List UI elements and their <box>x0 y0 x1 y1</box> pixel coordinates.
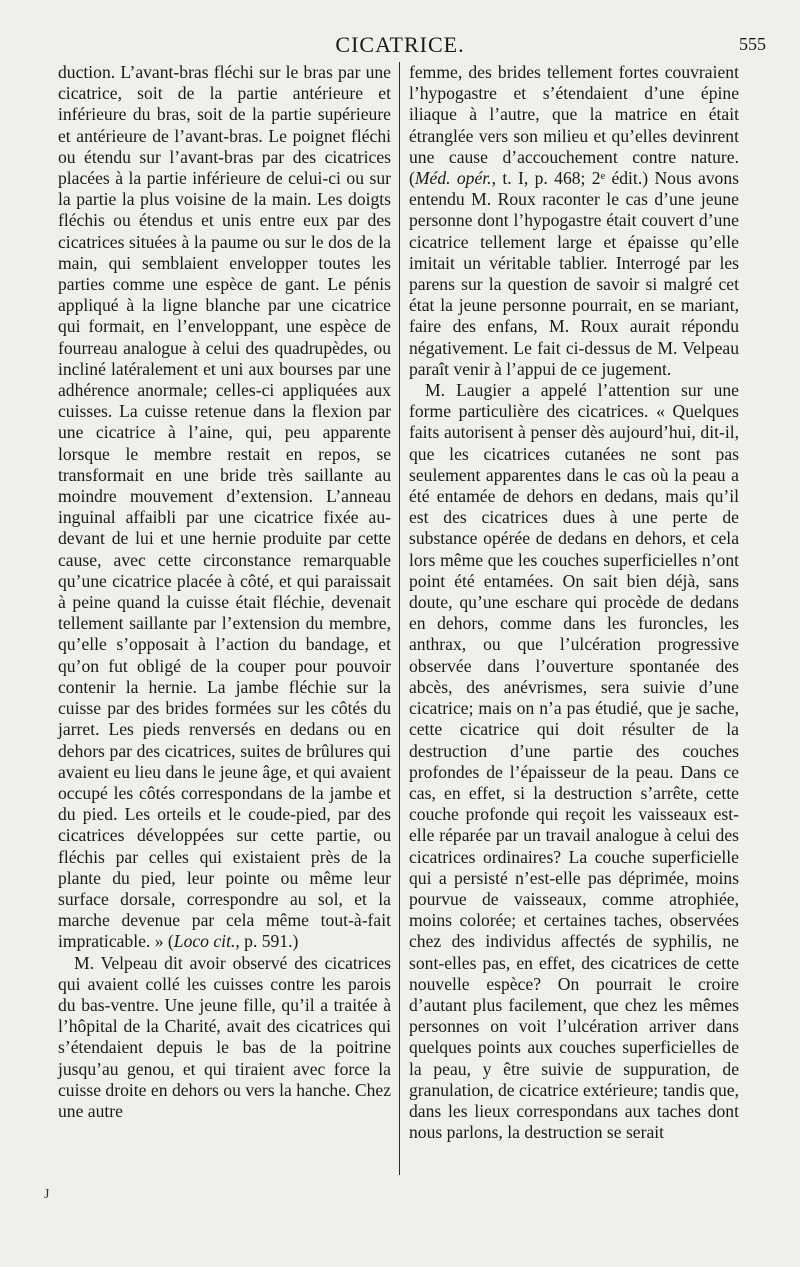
paragraph: M. Velpeau dit avoir observé des cicatrices qui avaient collé les cuisses contre les parois du bas-ventre. Une jeune fille, qu’il a traitée à l’hôpital de la Charité, avait des cicatrices qui s’étendaient depuis le bas de la poitrine jusqu’au genou, et qui tiraient avec force la cuisse droite en dehors ou vers la hanche. Chez une autre <box>58 952 391 1121</box>
paragraph-text: femme, des brides tellement fortes couvraient l’hypogastre et s’étendaient d’une épine iliaque à l’autre, que la matrice en était étranglée vers son milieu et qu’elles devinrent une cause d’accouchement contre nature. ( <box>409 62 739 189</box>
printer-mark: J <box>44 1187 50 1202</box>
paragraph <box>58 62 391 953</box>
running-head <box>0 32 800 58</box>
page-number: 555 <box>739 34 766 54</box>
column-divider <box>399 62 400 1175</box>
right-column <box>409 62 739 1143</box>
citation-page: , p. 591.) <box>235 931 299 952</box>
citation: Méd. opér. <box>414 168 492 189</box>
paragraph <box>409 62 739 380</box>
paragraph-text: duction. L’avant-bras fléchi sur le bras par une cicatrice, soit de la partie antérieure et inférieure du bras, soit de la partie supérieure et antérieure de l’avant-bras. Le poignet fléchi ou étendu sur l’avant-bras par des cicatrices placées à la partie inférieure de celui-ci ou sur la partie la plus voisine de la main. Les doigts fléchis ou étendus et unis entre eux par des cicatrices situées à la paume ou sur le dos de la main, qui semblaient envelopper toutes les parties comme une espèce de gant. Le pénis appliqué à la ligne blanche par une cicatrice qui formait, en l’enveloppant, une espèce de fourreau analogue à celui des quadrupèdes, ou incliné latéralement et uni aux bourses par une adhérence anormale; celles-ci appliquées aux cuisses. La cuisse retenue dans la flexion par une cicatrice à l’aine, qui, peu apparente lorsque le membre restait en repos, se transformait en une bride très saillante au moindre mouvement d’extension. L’anneau inguinal affaibli par une cicatrice fixée au-devant de lui et une hernie produite par cette cause, avec cette circonstance remarquable qu’une cicatrice placée à côté, et qui paraissait à peine quand la cuisse était fléchie, devenait tellement saillante par l’extension du membre, qu’elle s’opposait à l’action du bandage, et qu’on fut obligé de la couper pour pouvoir contenir la hernie. La jambe fléchie sur la cuisse par des brides formées sur les côtés du jarret. Les pieds renversés en dedans ou en dehors par des cicatrices, suites de brûlures qui avaient eu lieu dans le jeune âge, et qui avaient occupé les côtés correspondans de la jambe et du pied. Les orteils et le coude-pied, par des cicatrices développées sur cette partie, ou fléchis par celles qui existaient près de la plante du pied, leur pointe ou même leur surface dorsale, correspondre au sol, et la marche devenue par cela même tout-à-fait impraticable. » ( <box>58 62 391 952</box>
paragraph: M. Laugier a appelé l’attention sur une forme particulière des cicatrices. « Quelques faits autorisent à penser dès aujourd’hui, dit-il, que les cicatrices cutanées ne sont pas seulement apparentes dans le cas où la peau a été entamée de dehors en dedans, mais qu’il est des cicatrices dues à une perte de substance opérée de dedans en dehors, et cela lors même que les couches superficielles n’ont point été entamées. On sait bien déjà, sans doute, qu’une eschare qui procède de dedans en dehors, comme dans les furoncles, les anthrax, ou que l’ulcération progressive observée dans l’ouverture spontanée des abcès, des anévrismes, sera suivie d’une cicatrice; mais on n’a pas étudié, que je sache, cette cicatrice qui doit résulter de la destruction d’une partie des couches profondes de l’épaisseur de la peau. Dans ce cas, en effet, si la destruction s’arrête, cette couche profonde qui reçoit les vaisseaux est-elle réparée par un travail analogue à celui des cicatrices ordinaires? La couche superficielle qui a persisté n’est-elle pas déprimée, moins pourvue de vaisseaux, comme atrophiée, moins colorée; et certaines taches, observées chez des individus affectés de syphilis, ne sont-elles pas, en effet, des cicatrices de cette nouvelle espèce? On pourrait le croire d’autant plus facilement, que chez les mêmes personnes on voit l’ulcération arriver dans quelques points aux couches superficielles de la peau, y être suivie de suppuration, de granulation, de cicatrice extérieure; tandis que, dans les lieux correspondans aux taches dont nous parlons, la destruction se serait <box>409 380 739 1143</box>
left-column <box>58 62 391 1122</box>
citation: Loco cit. <box>173 931 236 952</box>
paragraph-text: , t. I, p. 468; 2ᵉ édit.) Nous avons entendu M. Roux raconter le cas d’une jeune personne dont l’hypogastre était couvert d’une cicatrice tellement large et épaisse qu’elle imitait un véritable tablier. Interrogé par les parens sur la question de savoir si malgré cet état la jeune personne pourrait, en se mariant, faire des enfans, M. Roux aurait répondu négativement. Le fait ci-dessus de M. Velpeau paraît venir à l’appui de ce jugement. <box>409 168 739 379</box>
page-title: CICATRICE. <box>335 32 465 57</box>
